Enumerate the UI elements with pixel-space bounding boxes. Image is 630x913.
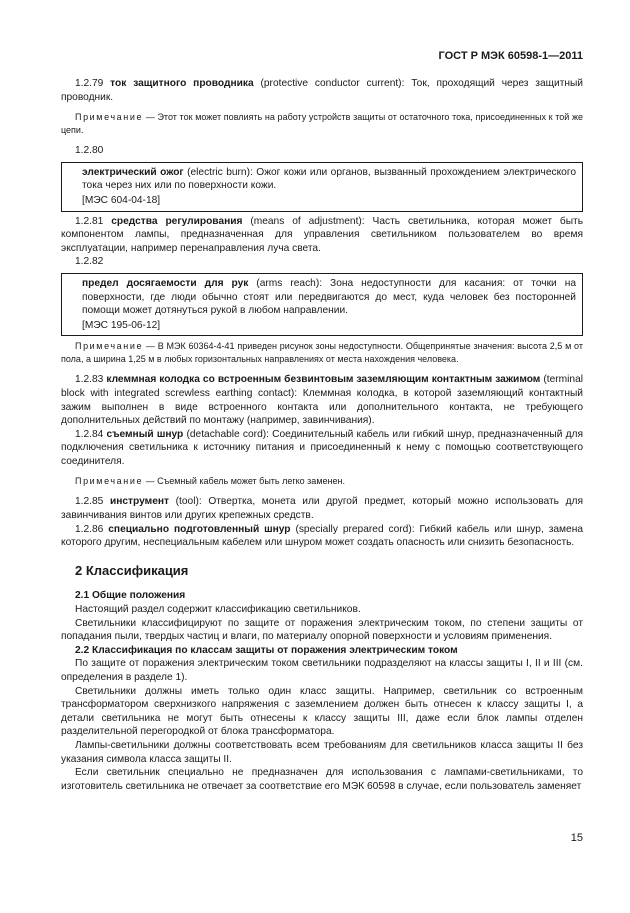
term: клеммная колодка со встроенным безвинтовым заземляющим контактным зажимом [106,374,541,386]
paragraph: Лампы-светильники должны соответствовать всем требованиям для светильников класса защиты II без указания символа класса защиты II. [61,739,583,765]
page-number: 15 [570,832,583,844]
subsection-heading: 2.2 Классификация по классам защиты от поражения электрическим током [75,644,458,656]
document-header: ГОСТ Р МЭК 60598-1—2011 [438,50,583,62]
subsection-heading: 2.1 Общие положения [75,590,186,602]
reference: [МЭС 195-06-12] [82,319,161,331]
term: средства регулирования [111,215,243,227]
term: электрический ожог [82,166,184,178]
paragraph: Светильники классифицируют по защите от поражения электрическим током, по степени защиты от попадания пыли, твердых частиц и влаги, по материалу опорной поверхности и условиям применения. [61,617,583,643]
definition-1-2-81: 1.2.81 средства регулирования (means of adjustment): Часть светильника, которая может быть компонентом лампы, предназначенная для управления светильником пользователем во время эксплуатации, например перенаправления луча света. [61,215,583,254]
paragraph: Светильники должны иметь только один класс защиты. Например, светильник со встроенным трансформатором сверхнизкого напряжения с заземлением должен быть отнесен к классу защиты I, а детали светильника не могут быть отнесены к классу защиты III, даже если блок лампы отделен разделительной перегородкой от блока трансформатора. [61,685,583,738]
note: Примечание — Съемный кабель может быть легко заменен. [75,476,345,487]
note: Примечание — Этот ток может повлиять на работу устройств защиты от остаточного тока, присоединенных к той же цепи. [61,112,583,136]
boxed-definition-1-2-80: электрический ожог (electric burn): Ожог кожи или органов, вызванный прохождением электрического тока через них или по поверхности кожи. [МЭС 604-04-18] [61,162,583,212]
clause-number: 1.2.80 [75,145,104,157]
definition-1-2-83: 1.2.83 клеммная колодка со встроенным безвинтовым заземляющим контактным зажимом (terminal block with integrated screwless earthing contact): Клеммная колодка, в которой заземляющий контактный зажим выполнен в виде встроенного контакта или дополнительного контакта, не требующего дополнительных действий по монтажу (например, завинчивания). [61,374,583,427]
term: инструмент [109,496,170,508]
paragraph: По защите от поражения электрическим током светильники подразделяют на классы защиты I, II и III (см. определения в разделе 1). [61,658,583,683]
boxed-definition-1-2-82: предел досягаемости для рук (arms reach): Зона недоступности для касания: от точки на поверхности, где люди обычно стоят или передвигаются до мест, куда человек без посторонней помощи может дотянуться рукой в любом направлении. [МЭС 195-06-12] [61,273,583,336]
term: съемный шнур [106,428,184,440]
term: ток защитного проводника [110,78,254,89]
note: Примечание — В МЭК 60364-4-41 приведен рисунок зоны недоступности. Общепринятые значения: высота 2,5 м от пола, а ширина 1,25 м в любых горизонтальных направлениях от места нахождения человека. [61,341,583,365]
definition-1-2-79: 1.2.79 ток защитного проводника (protective conductor current): Ток, проходящий через защитный проводник. [61,78,583,103]
clause-number: 1.2.82 [75,256,104,268]
reference: [МЭС 604-04-18] [82,194,161,206]
definition-1-2-84: 1.2.84 съемный шнур (detachable cord): Соединительный кабель или гибкий шнур, предназначенный для подключения светильника к источнику питания и присоединенный к нему с помощью соответствующего соединителя. [61,428,584,467]
definition-1-2-86: 1.2.86 специально подготовленный шнур (specially prepared cord): Гибкий кабель или шнур, замена которого другим, неспециальным кабелем или шнуром может создать опасность или снизить безопасность. [61,523,583,549]
section-heading: 2 Классификация [75,562,189,578]
paragraph: Настоящий раздел содержит классификацию светильников. [75,604,361,616]
term: предел досягаемости для рук [82,277,249,289]
paragraph: Если светильник специально не предназначен для использования с лампами-светильниками, то изготовитель светильника не отвечает за соответствие его МЭК 60598 в случае, если пользователь заменяет [61,767,583,792]
page-content [61,77,583,793]
term: специально подготовленный шнур [108,523,291,535]
definition-1-2-85: 1.2.85 инструмент (tool): Отвертка, монета или другой предмет, который можно использовать для завинчивания винтов или других крепежных средств. [61,496,583,522]
